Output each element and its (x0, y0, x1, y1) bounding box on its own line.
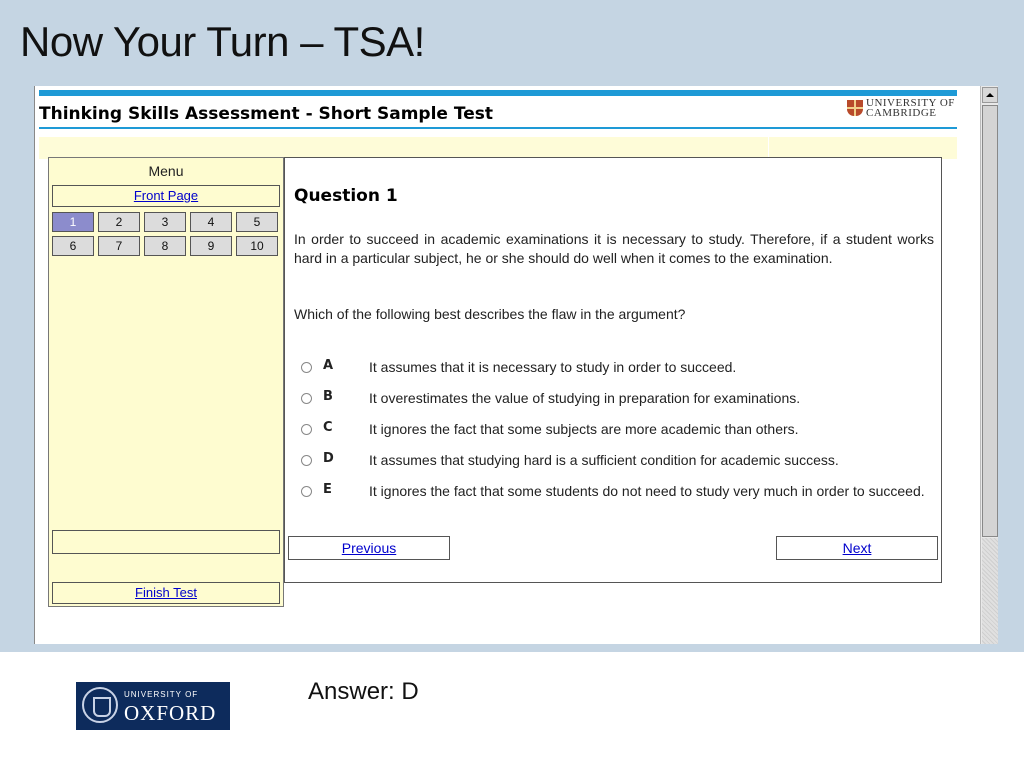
option-letter: E (323, 482, 332, 497)
radio-button-b[interactable] (301, 393, 312, 404)
question-body: In order to succeed in academic examinations it is necessary to study. Therefore, if a student works hard in a particular subject, he or she should do well when it comes to the examination. (294, 231, 934, 266)
radio-button-e[interactable] (301, 486, 312, 497)
option-letter: A (323, 358, 334, 373)
question-number-button[interactable]: 1 (52, 212, 94, 232)
question-number-button[interactable]: 10 (236, 236, 278, 256)
browser-viewport (34, 86, 998, 644)
cambridge-shield-icon (847, 100, 863, 116)
radio-button-d[interactable] (301, 455, 312, 466)
oxford-logo (76, 682, 230, 730)
option-text: It overestimates the value of studying in preparation for examinations. (369, 390, 801, 406)
next-button[interactable] (776, 536, 938, 560)
option-text: It ignores the fact that some students do not need to study very much in order to succeed. (369, 483, 925, 499)
option-text: It assumes that studying hard is a sufficient condition for academic success. (369, 452, 839, 468)
option-letter: B (323, 389, 333, 404)
cambridge-logo (847, 98, 955, 118)
option-letter: C (323, 420, 333, 435)
answer-text: Answer: D (308, 678, 419, 705)
info-band (39, 137, 957, 159)
question-number-button[interactable]: 4 (190, 212, 232, 232)
cambridge-logo-line2: CAMBRIDGE (866, 107, 937, 119)
answer-options (301, 358, 937, 522)
option-text: It ignores the fact that some subjects are more academic than others. (369, 421, 799, 437)
question-number-button[interactable]: 2 (98, 212, 140, 232)
top-accent-bar (39, 90, 957, 96)
option-c[interactable] (301, 420, 937, 451)
question-number-button[interactable]: 6 (52, 236, 94, 256)
question-panel (284, 157, 942, 583)
finish-test-link[interactable]: Finish Test (135, 585, 197, 600)
front-page-link[interactable]: Front Page (133, 188, 199, 203)
question-prompt: Which of the following best describes the flaw in the argument? (294, 306, 686, 322)
option-d[interactable] (301, 451, 937, 482)
question-number-button[interactable]: 7 (98, 236, 140, 256)
oxford-logo-name: OXFORD (124, 701, 217, 725)
front-page-box (52, 185, 280, 207)
menu-empty-box (52, 530, 280, 554)
question-number-button[interactable]: 5 (236, 212, 278, 232)
question-heading: Question 1 (294, 186, 398, 206)
app-title: Thinking Skills Assessment - Short Sample Test (39, 104, 493, 124)
option-text: It assumes that it is necessary to study in order to succeed. (369, 359, 737, 375)
radio-button-a[interactable] (301, 362, 312, 373)
option-a[interactable] (301, 358, 937, 389)
previous-link[interactable]: Previous (341, 540, 397, 556)
vertical-scrollbar[interactable] (980, 86, 998, 644)
question-number-button[interactable]: 8 (144, 236, 186, 256)
oxford-crest-icon (82, 687, 118, 723)
cambridge-logo-text (866, 98, 955, 118)
option-e[interactable] (301, 482, 937, 522)
question-number-button[interactable]: 9 (190, 236, 232, 256)
oxford-logo-university-of: UNIVERSITY OF (124, 690, 199, 699)
next-link[interactable]: Next (842, 540, 872, 556)
previous-button[interactable] (288, 536, 450, 560)
scroll-thumb[interactable] (982, 105, 998, 537)
option-b[interactable] (301, 389, 937, 420)
info-band-divider (768, 137, 769, 159)
cambridge-logo-line1: UNIVERSITY OF (866, 97, 955, 109)
radio-button-c[interactable] (301, 424, 312, 435)
question-grid (52, 212, 278, 256)
option-letter: D (323, 451, 334, 466)
slide-title: Now Your Turn – TSA! (20, 18, 425, 65)
scroll-track[interactable] (982, 538, 998, 644)
scroll-up-arrow-icon[interactable] (982, 87, 998, 103)
menu-title: Menu (148, 163, 184, 179)
finish-test-box (52, 582, 280, 604)
header-divider (39, 127, 957, 129)
menu-panel (48, 157, 284, 607)
question-number-button[interactable]: 3 (144, 212, 186, 232)
